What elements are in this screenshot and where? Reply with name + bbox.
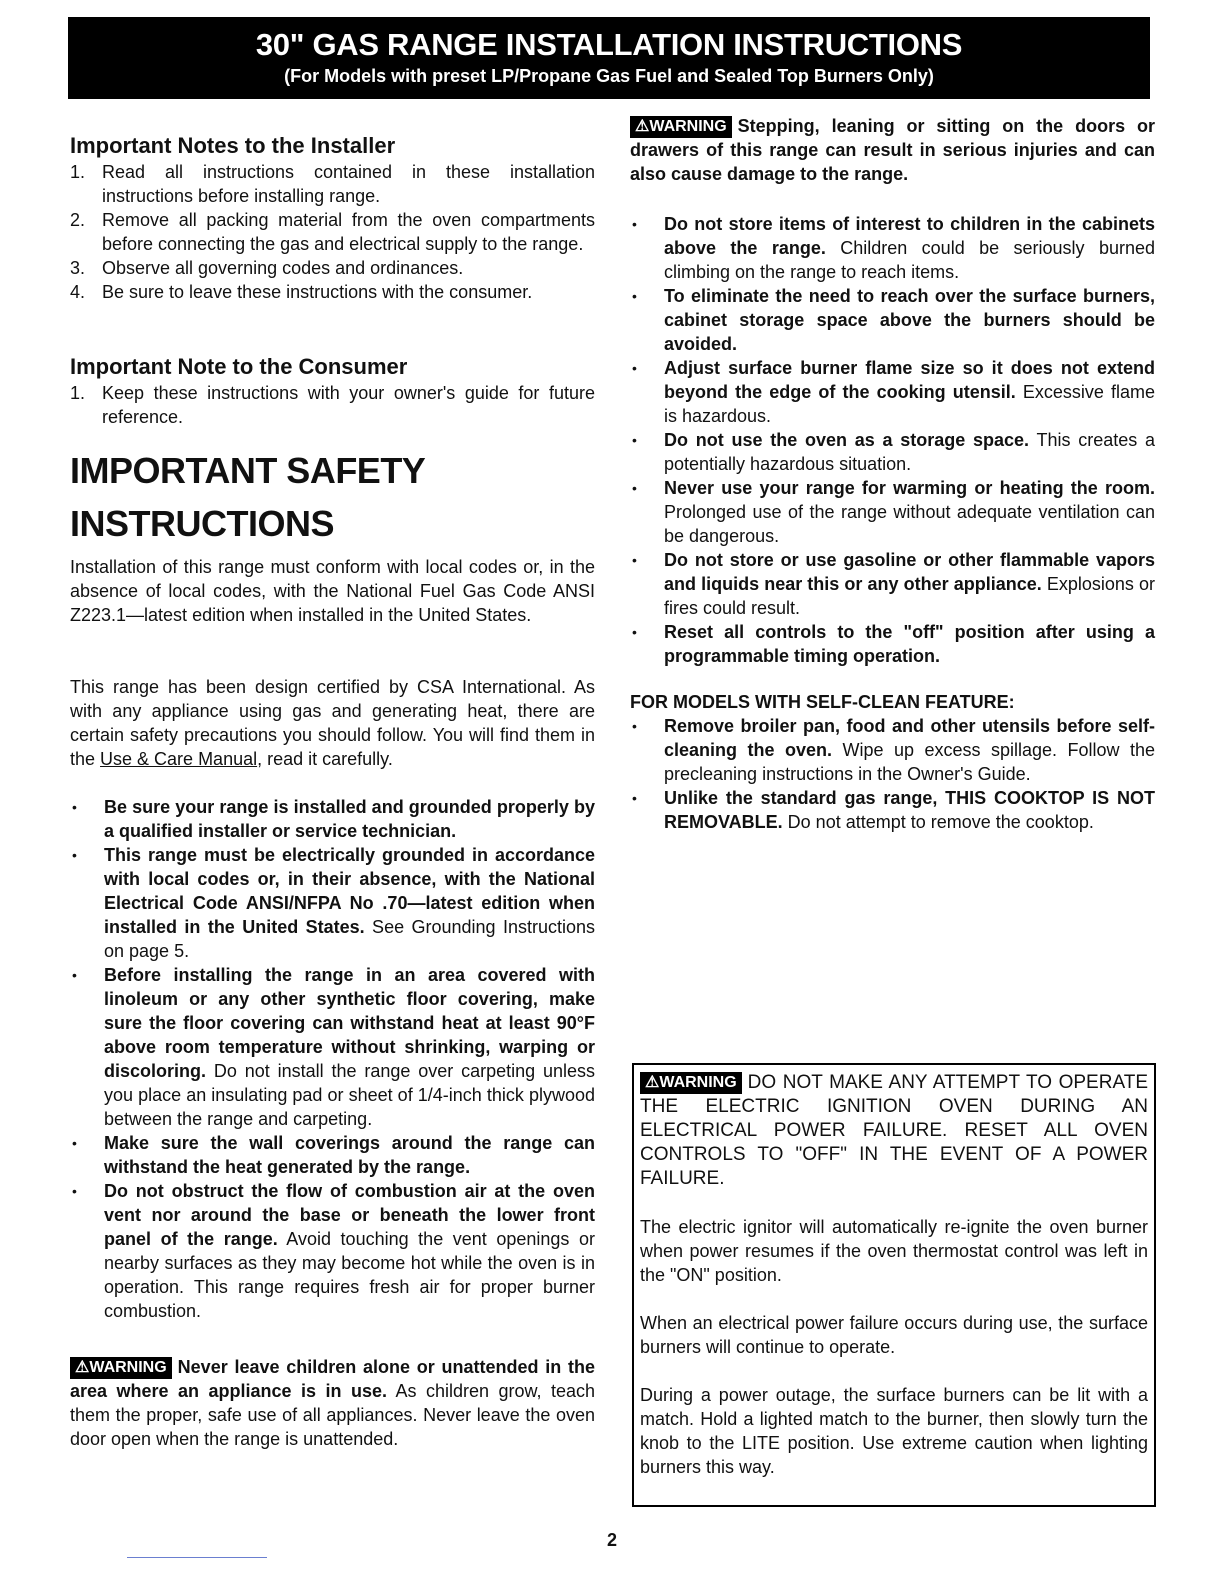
selfclean-section [630,690,1155,834]
page-number: 2 [606,1530,617,1550]
bullet-text: Do not install the range over carpeting unless you place an insulating pad or sheet of 1/4-inch thick plywood between the range and carpeting. [104,1061,595,1129]
footer-rule [127,1557,267,1558]
consumer-notes [70,353,595,429]
bullet-item [630,714,1155,786]
item-number: 4. [70,282,86,302]
bullet-item [630,476,1155,548]
bullet-item [630,786,1155,834]
item-number: 2. [70,210,86,230]
bullet-text: Do not attempt to remove the cooktop. [782,812,1094,832]
list-item [70,160,595,208]
safety-title-line2: INSTRUCTIONS [70,503,334,544]
item-text: Remove all packing material from the oven compartments before connecting the gas and electrical supply to the range. [102,210,595,254]
bullet-item [70,1179,595,1323]
right-bullets [630,212,1155,668]
bullet-text: Explosions or fires could result. [664,574,1155,618]
para2-text: This range has been design certified by CSA International. As with any appliance using gas and generating heat, there are certain safety precautions you should follow. You will find them in the [70,677,595,769]
power-failure-warning-box [632,1063,1156,1507]
list-item [70,280,595,304]
item-text: Read all instructions contained in these installation instructions before installing range. [102,162,595,206]
bullet-bold: Unlike the standard gas range, THIS COOKTOP IS NOT REMOVABLE. [664,788,1155,832]
item-text: Keep these instructions with your owner's guide for future reference. [102,383,595,427]
bullet-item [630,548,1155,620]
warning-badge: ⚠WARNING [70,1357,172,1379]
page-title: 30" GAS RANGE INSTALLATION INSTRUCTIONS [255,27,963,62]
bullet-text: Avoid touching the vent openings or nearby surfaces as they may become hot while the oven is in operation. This range requires fresh air for proper burner combustion. [104,1229,595,1321]
bullet-bold: Make sure the wall coverings around the range can withstand the heat generated by the range. [104,1133,595,1177]
bullet-item [630,620,1155,668]
bullet-item [70,795,595,843]
safety-para1: Installation of this range must conform with local codes or, in the absence of local codes, with the National Fuel Gas Code ANSI Z223.1—latest edition when installed in the United States. [70,557,595,625]
bullet-bold: This range must be electrically grounded in accordance with local codes or, in their absence, with the National Electrical Code ANSI/NFPA No .70—latest edition when installed in the United States. [104,845,595,937]
bullet-text: Children could be seriously burned climbing on the range to reach items. [664,238,1155,282]
item-text: Be sure to leave these instructions with the consumer. [102,282,533,302]
box-caps-text: DO NOT MAKE ANY ATTEMPT TO OPERATE THE ELECTRIC IGNITION OVEN DURING AN ELECTRICAL POWER FAILURE. RESET ALL OVEN CONTROLS TO "OFF" IN THE EVENT OF A POWER FAILURE. [640,1072,1148,1189]
safety-title [70,444,595,550]
safety-title-line1: IMPORTANT SAFETY [70,450,426,491]
bullet-bold: Never use your range for warming or heating the room. [664,478,1155,498]
box-para3: During a power outage, the surface burners can be lit with a match. Hold a lighted match to the burner, then slowly turn the knob to the LITE position. Use extreme caution when lighting burners this way. [640,1385,1148,1477]
para2-text-end: , read it carefully. [257,749,393,769]
bullet-text: See Grounding Instructions on page 5. [104,917,595,961]
item-number: 1. [70,383,86,403]
bullet-bold: To eliminate the need to reach over the surface burners, cabinet storage space above the burners should be avoided. [664,286,1155,354]
bullet-text: Prolonged use of the range without adequate ventilation can be dangerous. [664,502,1155,546]
bullet-bold: Reset all controls to the "off" position after using a programmable timing operation. [664,622,1155,666]
warning-bold: Never leave children alone or unattended in the area where an appliance is in use. [70,1357,595,1401]
warning-badge: ⚠WARNING [640,1072,742,1094]
bullet-bold: Be sure your range is installed and grounded properly by a qualified installer or service technician. [104,797,595,841]
box-para1: The electric ignitor will automatically re-ignite the oven burner when power resumes if the oven thermostat control was left in the "ON" position. [640,1217,1148,1285]
item-number: 3. [70,258,86,278]
safety-bullets [70,795,595,1323]
list-item [70,381,595,429]
item-text: Observe all governing codes and ordinances. [102,258,464,278]
selfclean-heading: FOR MODELS WITH SELF-CLEAN FEATURE: [630,692,1015,712]
bullet-bold: Remove broiler pan, food and other utensils before self-cleaning the oven. [664,716,1155,760]
item-number: 1. [70,162,86,182]
page-subtitle: (For Models with preset LP/Propane Gas Fuel and Sealed Top Burners Only) [284,66,934,86]
children-warning [70,1355,595,1451]
box-para2: When an electrical power failure occurs during use, the surface burners will continue to operate. [640,1313,1148,1357]
bullet-item [70,1131,595,1179]
installer-notes [70,132,595,304]
installer-heading: Important Notes to the Installer [70,133,396,158]
bullet-bold: Do not obstruct the flow of combustion air at the oven vent nor around the base or beneath the lower front panel of the range. [104,1181,595,1249]
bullet-item [630,284,1155,356]
bullet-bold: Do not store items of interest to children in the cabinets above the range. [664,214,1155,258]
bullet-text: Excessive flame is hazardous. [664,382,1155,426]
warning-bold: Stepping, leaning or sitting on the doors or drawers of this range can result in serious injuries and can also cause damage to the range. [630,116,1155,184]
bullet-bold: Before installing the range in an area covered with linoleum or any other synthetic floor covering, make sure the floor covering can withstand heat at least 90°F above room temperature without shrinking, warping or discoloring. [104,965,595,1081]
bullet-bold: Adjust surface burner flame size so it does not extend beyond the edge of the cooking utensil. [664,358,1155,402]
warning-text: As children grow, teach them the proper, safe use of all appliances. Never leave the oven door open when the range is unattended. [70,1381,595,1449]
bullet-bold: Do not store or use gasoline or other flammable vapors and liquids near this or any other appliance. [664,550,1155,594]
bullet-item [630,356,1155,428]
list-item [70,256,595,280]
list-item [70,208,595,256]
bullet-bold: Do not use the oven as a storage space. [664,430,1030,450]
safety-para2 [70,675,595,771]
warning-badge: ⚠WARNING [630,116,732,138]
doors-warning [630,114,1155,186]
title-banner [68,17,1150,99]
bullet-item [630,212,1155,284]
bullet-item [70,963,595,1131]
use-care-manual-ref: Use & Care Manual [100,749,258,769]
bullet-text: Wipe up excess spillage. Follow the precleaning instructions in the Owner's Guide. [664,740,1155,784]
bullet-item [630,428,1155,476]
consumer-heading: Important Note to the Consumer [70,354,408,379]
bullet-text: This creates a potentially hazardous situation. [664,430,1155,474]
bullet-item [70,843,595,963]
